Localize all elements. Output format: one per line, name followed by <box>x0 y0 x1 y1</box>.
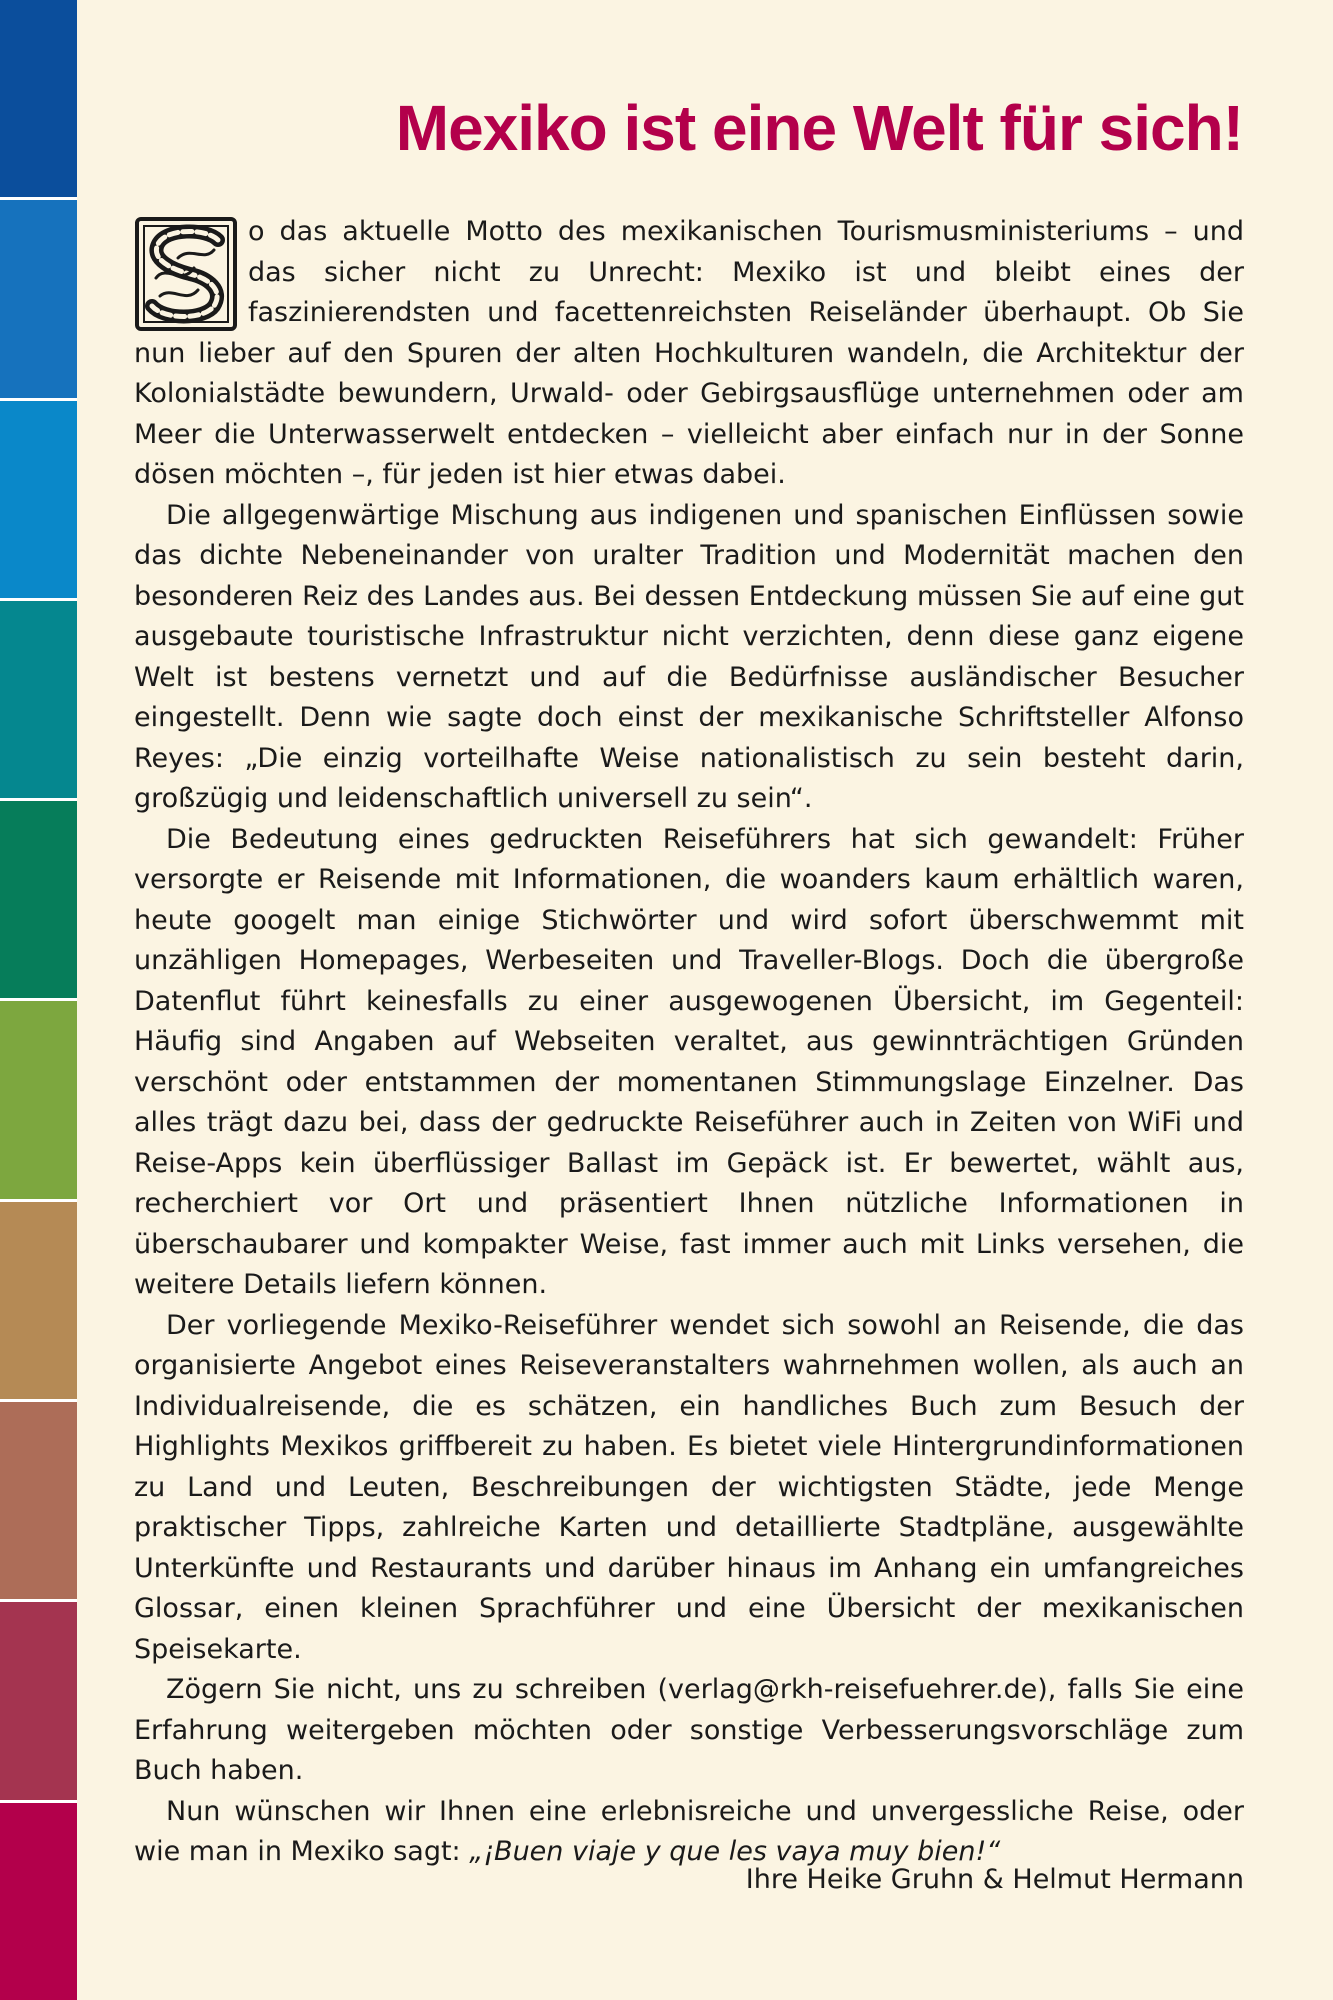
color-segment <box>0 1602 77 1802</box>
ornamental-initial-s-icon <box>134 216 238 332</box>
paragraph-intro: o das aktuelle Motto des mexikanischen Tourismusministeriums – und das sicher nicht zu Unrecht: Mexiko ist und bleibt eines der faszinierendsten und facettenreichsten Reiseländer überhaupt. Ob Sie nun lieber auf den Spuren der alten Hochkulturen wandeln, die Architektur der Kolonialstädte bewundern, Urwald- oder Gebirgsausflüge unternehmen oder am Meer die Unterwasserwelt entdecken – vielleicht aber einfach nur in der Sonne dösen möchten –, für jeden ist hier etwas dabei. <box>134 216 1244 490</box>
color-segment <box>0 1001 77 1201</box>
color-segment <box>0 401 77 601</box>
article-body <box>134 212 1244 1873</box>
side-color-bar <box>0 0 77 2000</box>
color-segment <box>0 1202 77 1402</box>
color-segment <box>0 1803 77 2000</box>
paragraph-6: Nun wünschen wir Ihnen eine erlebnisreiche und unvergessliche Reise, oder wie man in Mexiko sagt: „¡Buen viaje y que les vaya muy bien!“ <box>134 1795 1244 1867</box>
author-signature: Ihre Heike Gruhn & Helmut Hermann <box>745 1864 1244 1895</box>
color-segment <box>0 0 77 200</box>
paragraph-5: Zögern Sie nicht, uns zu schreiben (verlag@rkh-reisefuehrer.de), falls Sie eine Erfahrung weitergeben möchten oder sonstige Verbesserungsvorschläge zum Buch haben. <box>134 1674 1244 1786</box>
paragraph-4: Der vorliegende Mexiko-Reiseführer wendet sich sowohl an Reisende, die das organisierte Angebot eines Reiseveranstalters wahrnehmen wollen, als auch an Individualreisende, die es schätzen, ein handliches Buch zum Besuch der Highlights Mexikos griffbereit zu haben. Es bietet viele Hintergrundinformationen zu Land und Leuten, Beschreibungen der wichtigsten Städte, jede Menge praktischer Tipps, zahlreiche Karten und detaillierte Stadtpläne, ausgewählte Unterkünfte und Restaurants und darüber hinaus im Anhang ein umfangreiches Glossar, einen kleinen Sprachführer und eine Übersicht der mexikanischen Speisekarte. <box>134 1309 1244 1665</box>
color-segment <box>0 601 77 801</box>
color-segment <box>0 1402 77 1602</box>
paragraph-2: Die allgegenwärtige Mischung aus indigenen und spanischen Einflüssen sowie das dichte Nebeneinander von uralter Tradition und Modernität machen den besonderen Reiz des Landes aus. Bei dessen Entdeckung müssen Sie auf eine gut ausgebaute touristische Infrastruktur nicht verzichten, denn diese ganz eigene Welt ist bestens vernetzt und auf die Bedürfnisse ausländischer Besucher eingestellt. Denn wie sagte doch einst der mexikanische Schriftsteller Alfonso Reyes: „Die einzig vorteilhafte Weise nationalistisch zu sein besteht darin, großzügig und leidenschaftlich universell zu sein“. <box>134 499 1244 814</box>
spanish-quote: „¡Buen viaje y que les vaya muy bien!“ <box>469 1836 1001 1867</box>
page-title: Mexiko ist eine Welt für sich! <box>395 92 1243 164</box>
color-segment <box>0 200 77 400</box>
color-segment <box>0 801 77 1001</box>
paragraph-3: Die Bedeutung eines gedruckten Reiseführers hat sich gewandelt: Früher versorgte er Reisende mit Informationen, die woanders kaum erhältlich waren, heute googelt man einige Stichwörter und wird sofort überschwemmt mit unzähligen Homepages, Werbeseiten und Traveller-Blogs. Doch die übergroße Datenflut führt keinesfalls zu einer ausgewogenen Übersicht, im Gegenteil: Häufig sind Angaben auf Webseiten veraltet, aus gewinnträchtigen Gründen verschönt oder entstammen der momentanen Stimmungslage Einzelner. Das alles trägt dazu bei, dass der gedruckte Reiseführer auch in Zeiten von WiFi und Reise-Apps kein überflüssiger Ballast im Gepäck ist. Er bewertet, wählt aus, recherchiert vor Ort und präsentiert Ihnen nützliche Informationen in überschaubarer und kompakter Weise, fast immer auch mit Links versehen, die weitere Details liefern können. <box>134 823 1244 1300</box>
